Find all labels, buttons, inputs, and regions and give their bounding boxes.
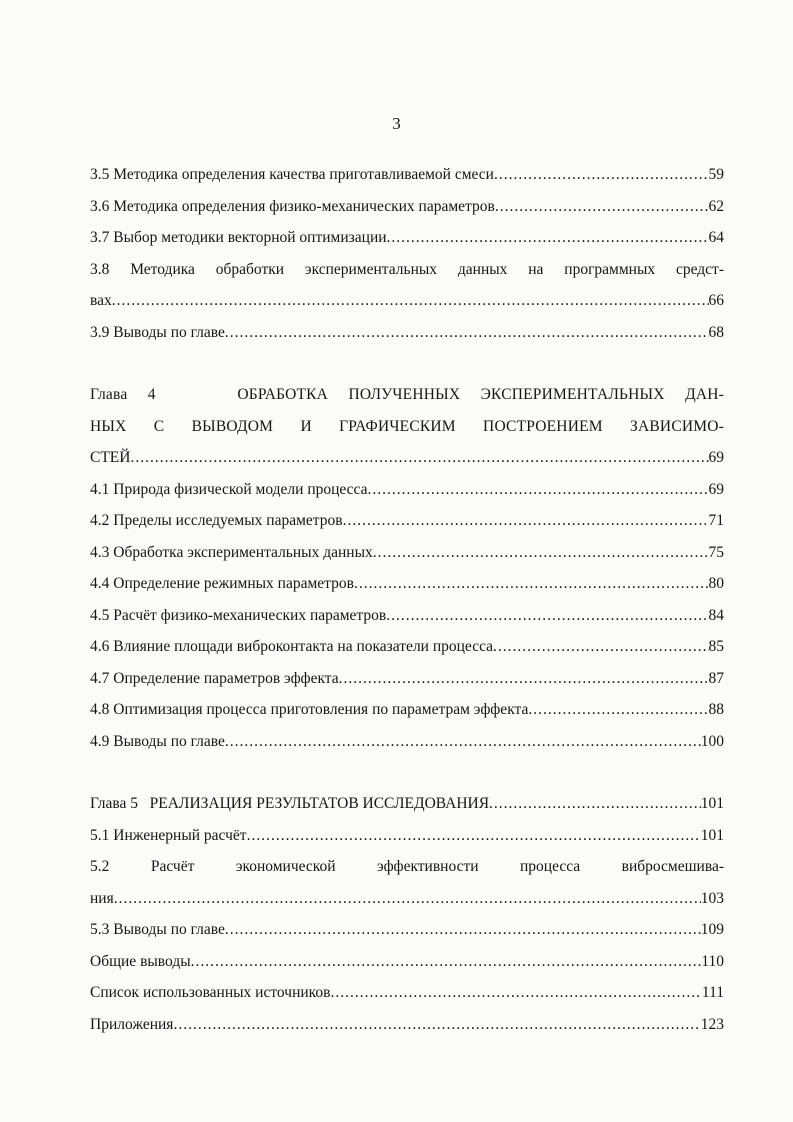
toc-entry-3-7[interactable] <box>90 222 724 254</box>
toc-entry-references[interactable] <box>90 977 724 1009</box>
toc-entry-page: 103 <box>700 889 724 907</box>
toc-entry-3-5[interactable] <box>90 159 724 191</box>
dot-leader <box>494 159 709 191</box>
toc-entry-label: вах <box>90 292 112 309</box>
toc-entry-label: 4.6 Влияние площади виброконтакта на показатели процесса <box>90 638 494 655</box>
toc-entry-page: 123 <box>700 1015 724 1033</box>
toc-entry-4-3[interactable] <box>90 537 724 569</box>
toc-entry-label: 3.9 Выводы по главе <box>90 323 225 341</box>
dot-leader <box>343 505 709 537</box>
toc-entry-4-9[interactable] <box>90 726 724 758</box>
toc-entry-4-4[interactable] <box>90 568 724 600</box>
toc-entry-page: 64 <box>708 229 724 246</box>
dot-leader <box>130 442 708 474</box>
dot-leader <box>247 820 701 852</box>
toc-entry-label: 4.1 Природа физической модели процесса <box>90 480 368 498</box>
toc-entry-5-1[interactable] <box>90 820 724 852</box>
toc-entry-page: 101 <box>700 826 724 844</box>
dot-leader <box>112 285 709 317</box>
toc-entry-4-8[interactable] <box>90 694 724 726</box>
dot-leader <box>225 914 701 946</box>
toc-entry-label: Приложения <box>90 1015 174 1033</box>
toc-entry-4-1[interactable] <box>90 474 724 506</box>
toc-entry-label: 4.8 Оптимизация процесса приготовления по параметрам эффекта <box>90 701 529 718</box>
toc-entry-5-2-line1[interactable]: 5.2 Расчёт экономической эффективности процесса вибросмешива- <box>90 858 724 875</box>
toc-entry-4-2[interactable] <box>90 505 724 537</box>
spacer <box>90 348 724 379</box>
toc-entry-page: 62 <box>708 197 724 215</box>
table-of-contents <box>90 159 724 1040</box>
toc-entry-page: 85 <box>708 638 724 655</box>
dot-leader <box>387 222 709 254</box>
toc-entry-4-7[interactable] <box>90 663 724 695</box>
toc-entry-conclusions[interactable] <box>90 946 724 978</box>
toc-entry-page: 71 <box>708 512 724 529</box>
toc-entry-page: 69 <box>708 480 724 498</box>
toc-entry-page: 100 <box>700 732 724 750</box>
toc-entry-appendices[interactable] <box>90 1009 724 1041</box>
toc-entry-page: 84 <box>708 606 724 624</box>
dot-leader <box>173 1009 700 1041</box>
toc-entry-label: Общие выводы <box>90 952 191 970</box>
toc-entry-label: 3.6 Методика определения физико-механических параметров <box>90 197 495 215</box>
toc-entry-label: Список использованных источников <box>90 984 331 1001</box>
toc-entry-label: 4.3 Обработка экспериментальных данных <box>90 543 373 561</box>
toc-entry-3-8[interactable] <box>90 285 724 317</box>
toc-entry-label: Глава 5 РЕАЛИЗАЦИЯ РЕЗУЛЬТАТОВ ИССЛЕДОВАНИЯ <box>90 795 490 812</box>
spacer <box>90 757 724 788</box>
toc-entry-page: 75 <box>708 543 724 561</box>
toc-entry-3-6[interactable] <box>90 191 724 223</box>
toc-entry-page: 110 <box>701 952 724 970</box>
toc-entry-4-5[interactable] <box>90 600 724 632</box>
dot-leader <box>368 474 709 506</box>
toc-entry-label: 4.5 Расчёт физико-механических параметров <box>90 606 387 624</box>
dot-leader <box>354 568 709 600</box>
toc-entry-label: ния <box>90 889 114 907</box>
dot-leader <box>114 883 701 915</box>
toc-entry-3-9[interactable] <box>90 317 724 349</box>
dot-leader <box>225 317 709 349</box>
toc-entry-label: 3.5 Методика определения качества приготавливаемой смеси <box>90 166 494 183</box>
dot-leader <box>495 191 709 223</box>
toc-entry-label: 5.3 Выводы по главе <box>90 921 225 938</box>
toc-entry-page: 88 <box>708 701 724 718</box>
toc-entry-5-2[interactable] <box>90 883 724 915</box>
toc-entry-chapter-4[interactable] <box>90 442 724 474</box>
chapter-4-heading-line1[interactable]: Глава 4 ОБРАБОТКА ПОЛУЧЕННЫХ ЭКСПЕРИМЕНТАЛЬНЫХ ДАН- <box>90 386 724 403</box>
toc-entry-page: 59 <box>708 166 724 183</box>
dot-leader <box>386 600 708 632</box>
toc-entry-label: 4.2 Пределы исследуемых параметров <box>90 512 343 529</box>
toc-entry-chapter-5[interactable] <box>90 788 724 820</box>
toc-entry-page: 109 <box>700 921 724 938</box>
toc-entry-4-6[interactable] <box>90 631 724 663</box>
dot-leader <box>373 537 709 569</box>
toc-entry-label: СТЕЙ <box>90 449 131 466</box>
toc-entry-label: 4.9 Выводы по главе <box>90 732 225 750</box>
dot-leader <box>225 726 701 758</box>
toc-entry-page: 68 <box>708 323 724 341</box>
toc-entry-label: 4.4 Определение режимных параметров <box>90 575 354 592</box>
chapter-4-heading-line2[interactable]: НЫХ С ВЫВОДОМ И ГРАФИЧЕСКИМ ПОСТРОЕНИЕМ ЗАВИСИМО- <box>90 417 724 435</box>
toc-entry-page: 66 <box>708 292 724 309</box>
dot-leader <box>489 788 701 820</box>
toc-entry-page: 111 <box>701 984 724 1001</box>
dot-leader <box>528 694 708 726</box>
dot-leader <box>191 946 702 978</box>
dot-leader <box>339 663 709 695</box>
toc-entry-page: 69 <box>708 449 724 466</box>
toc-entry-page: 101 <box>700 795 724 812</box>
toc-entry-label: 4.7 Определение параметров эффекта <box>90 669 339 687</box>
toc-entry-5-3[interactable] <box>90 914 724 946</box>
dot-leader <box>493 631 708 663</box>
toc-entry-3-8-line1[interactable]: 3.8 Методика обработки экспериментальных данных на программных средст- <box>90 260 724 278</box>
toc-entry-page: 80 <box>708 575 724 592</box>
toc-entry-label: 5.1 Инженерный расчёт <box>90 826 247 844</box>
dot-leader <box>330 977 701 1009</box>
toc-entry-label: 3.7 Выбор методики векторной оптимизации <box>90 229 387 246</box>
page-number: 3 <box>392 114 401 133</box>
toc-entry-page: 87 <box>708 669 724 687</box>
